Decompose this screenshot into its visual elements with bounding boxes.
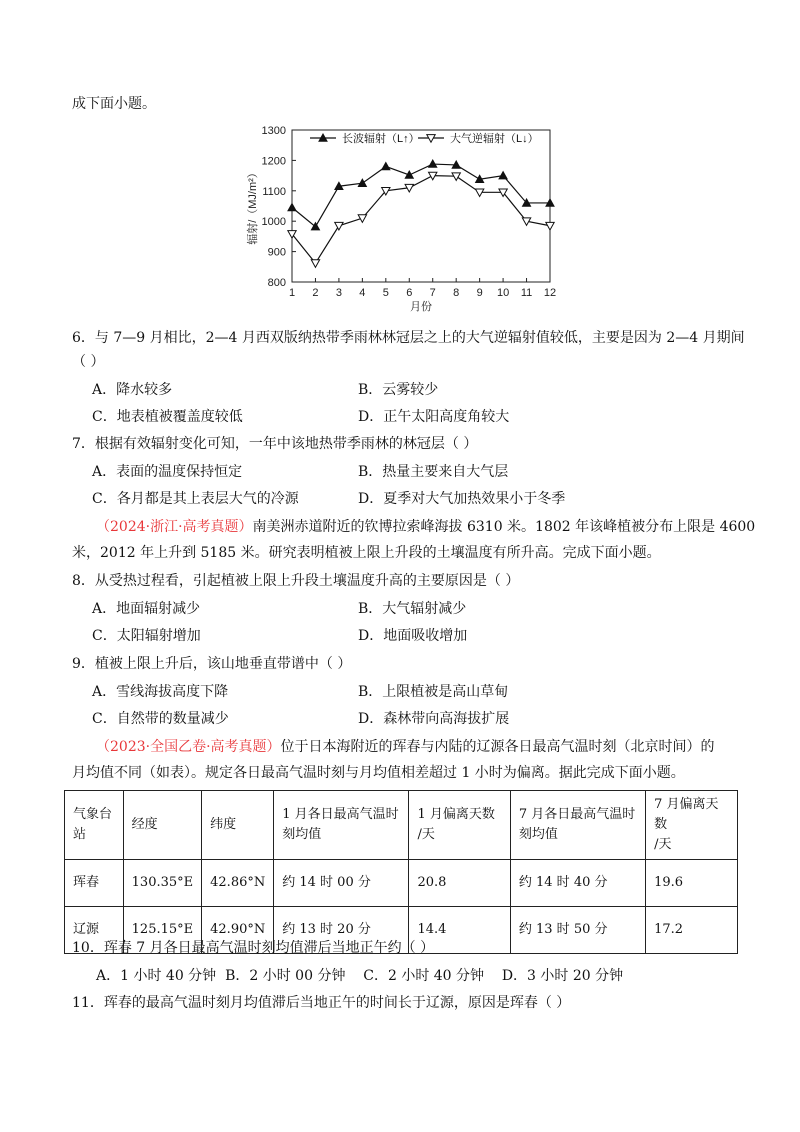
- passage2-text: 南美洲赤道附近的钦博拉索峰海拔 6310 米。1802 年该峰植被分布上限是 4600: [252, 519, 756, 535]
- table-header-cell: 气象台 站: [65, 791, 124, 860]
- x-tick-label: 3: [335, 287, 342, 299]
- y-tick-label: 1200: [261, 155, 286, 168]
- data-point: [382, 162, 390, 170]
- radiation-line-chart: [240, 118, 570, 323]
- table-header-cell: 1 月各日最高气温时 刻均值: [274, 791, 409, 860]
- q9-option-c: C．自然带的数量减少: [92, 711, 229, 727]
- series-line: [292, 176, 550, 264]
- table-cell: 42.90°N: [202, 907, 274, 954]
- table-cell: 约 14 时 40 分: [510, 860, 645, 907]
- passage3-line1: [96, 737, 715, 757]
- data-point: [358, 179, 366, 187]
- data-point: [546, 222, 554, 230]
- q7-option-b: B．热量主要来自大气层: [358, 464, 509, 480]
- y-axis-label: 辐射/（MJ/m²）: [247, 167, 259, 245]
- x-tick-label: 11: [520, 287, 533, 299]
- weather-station-table: [64, 790, 738, 954]
- table-cell: 17.2: [646, 907, 738, 954]
- x-tick-label: 4: [359, 287, 366, 299]
- y-tick-label: 1300: [261, 125, 286, 137]
- legend-label: 长波辐射（L↑）: [342, 133, 420, 145]
- series-line: [292, 164, 550, 227]
- y-tick-label: 800: [267, 277, 286, 289]
- table-cell: 14.4: [409, 907, 510, 954]
- q7-option-a: A．表面的温度保持恒定: [92, 464, 243, 480]
- table-header-cell: 纬度: [202, 791, 274, 860]
- table-cell: 42.86°N: [202, 860, 274, 907]
- q6-option-b: B．云雾较少: [358, 382, 439, 398]
- x-tick-label: 5: [382, 287, 389, 299]
- passage2-line1: [96, 517, 755, 537]
- y-tick-label: 900: [267, 246, 286, 259]
- q9-option-b: B．上限植被是高山草甸: [358, 684, 509, 700]
- data-point: [499, 171, 507, 179]
- q6-option-a: A．降水较多: [92, 382, 173, 398]
- data-point: [405, 171, 413, 179]
- table-cell: 约 14 时 00 分: [274, 860, 409, 907]
- table-header-cell: 经度: [123, 791, 201, 860]
- passage2-source: （2024·浙江·高考真题）: [96, 519, 253, 535]
- data-point: [288, 203, 296, 211]
- x-tick-label: 1: [288, 287, 296, 299]
- passage3-source: （2023·全国乙卷·高考真题）: [96, 739, 281, 755]
- chart-legend: [310, 131, 539, 145]
- table-cell: 珲春: [65, 860, 124, 907]
- q6-stem-cont: （ ）: [72, 354, 105, 370]
- chart-series: [288, 160, 554, 268]
- table-cell: 辽源: [65, 907, 124, 954]
- table-header-cell: 7 月各日最高气温时 刻均值: [510, 791, 645, 860]
- table-header-row: [65, 791, 738, 860]
- data-point: [335, 222, 343, 230]
- table-cell: 125.15°E: [123, 907, 201, 954]
- passage3-text: 位于日本海附近的珲春与内陆的辽源各日最高气温时刻（北京时间）的: [280, 739, 715, 755]
- q9-option-a: A．雪线海拔高度下降: [92, 684, 229, 700]
- x-tick-label: 9: [476, 287, 483, 299]
- table-header-cell: 7 月偏离天数 /天: [646, 791, 738, 860]
- q8-stem: 8．从受热过程看，引起植被上限上升段土壤温度升高的主要原因是（ ）: [72, 573, 520, 589]
- q7-option-d: D．夏季对大气加热效果小于冬季: [358, 491, 566, 507]
- table-cell: 19.6: [646, 860, 738, 907]
- q7-stem: 7．根据有效辐射变化可知，一年中该地热带季雨林的林冠层（ ）: [72, 436, 478, 452]
- y-tick-label: 1000: [261, 216, 286, 229]
- x-axis-label: 月份: [410, 301, 432, 313]
- x-tick-label: 2: [312, 287, 319, 299]
- q9-option-d: D．森林带向高海拔扩展: [358, 711, 510, 727]
- y-tick-label: 1100: [262, 185, 286, 198]
- q7-option-c: C．各月都是其上表层大气的冷源: [92, 491, 299, 507]
- table-cell: 约 13 时 20 分: [274, 907, 409, 954]
- q8-option-c: C．太阳辐射增加: [92, 628, 201, 644]
- table-header-cell: 1 月偏离天数 /天: [409, 791, 510, 860]
- passage3-line2: 月均值不同（如表）。规定各日最高气温时刻与月均值相差超过 1 小时为偏离。据此完成下面小题。: [72, 765, 685, 781]
- chart-axes: [245, 125, 556, 313]
- q8-option-a: A．地面辐射减少: [92, 601, 201, 617]
- table-cell: 20.8: [409, 860, 510, 907]
- x-tick-label: 10: [496, 287, 510, 299]
- q11-stem: 11．珲春的最高气温时刻月均值滞后当地正午的时间长于辽源，原因是珲春（ ）: [72, 995, 571, 1011]
- x-tick-label: 7: [429, 287, 436, 299]
- table-cell: 130.35°E: [123, 860, 201, 907]
- legend-label: 大气逆辐射（L↓）: [450, 133, 539, 145]
- q6-option-d: D．正午太阳高度角较大: [358, 409, 510, 425]
- q10-stem: 10．珲春 7 月各日最高气温时刻均值滞后当地正午约（ ）: [72, 940, 435, 956]
- table-row: [65, 860, 738, 907]
- plot-frame: [292, 130, 550, 282]
- q8-option-b: B．大气辐射减少: [358, 601, 467, 617]
- q9-stem: 9．植被上限上升后，该山地垂直带谱中（ ）: [72, 656, 352, 672]
- q8-option-d: D．地面吸收增加: [358, 628, 468, 644]
- q6-option-c: C．地表植被覆盖度较低: [92, 409, 243, 425]
- table-cell: 约 13 时 50 分: [510, 907, 645, 954]
- passage2-line2: 米，2012 年上升到 5185 米。研究表明植被上限上升段的土壤温度有所升高。完成下面小题。: [72, 545, 661, 561]
- x-tick-label: 6: [406, 287, 413, 299]
- x-tick-label: 8: [453, 287, 460, 299]
- x-tick-label: 12: [543, 287, 557, 299]
- q10-options: A．1 小时 40 分钟 B．2 小时 00 分钟 C．2 小时 40 分钟 D．3 小时 20 分钟: [96, 968, 624, 984]
- data-point: [311, 260, 319, 268]
- intro-tail: 成下面小题。: [72, 96, 156, 112]
- q6-stem: 6．与 7—9 月相比，2—4 月西双版纳热带季雨林林冠层之上的大气逆辐射值较低，主要是因为 2—4 月期间: [72, 330, 745, 346]
